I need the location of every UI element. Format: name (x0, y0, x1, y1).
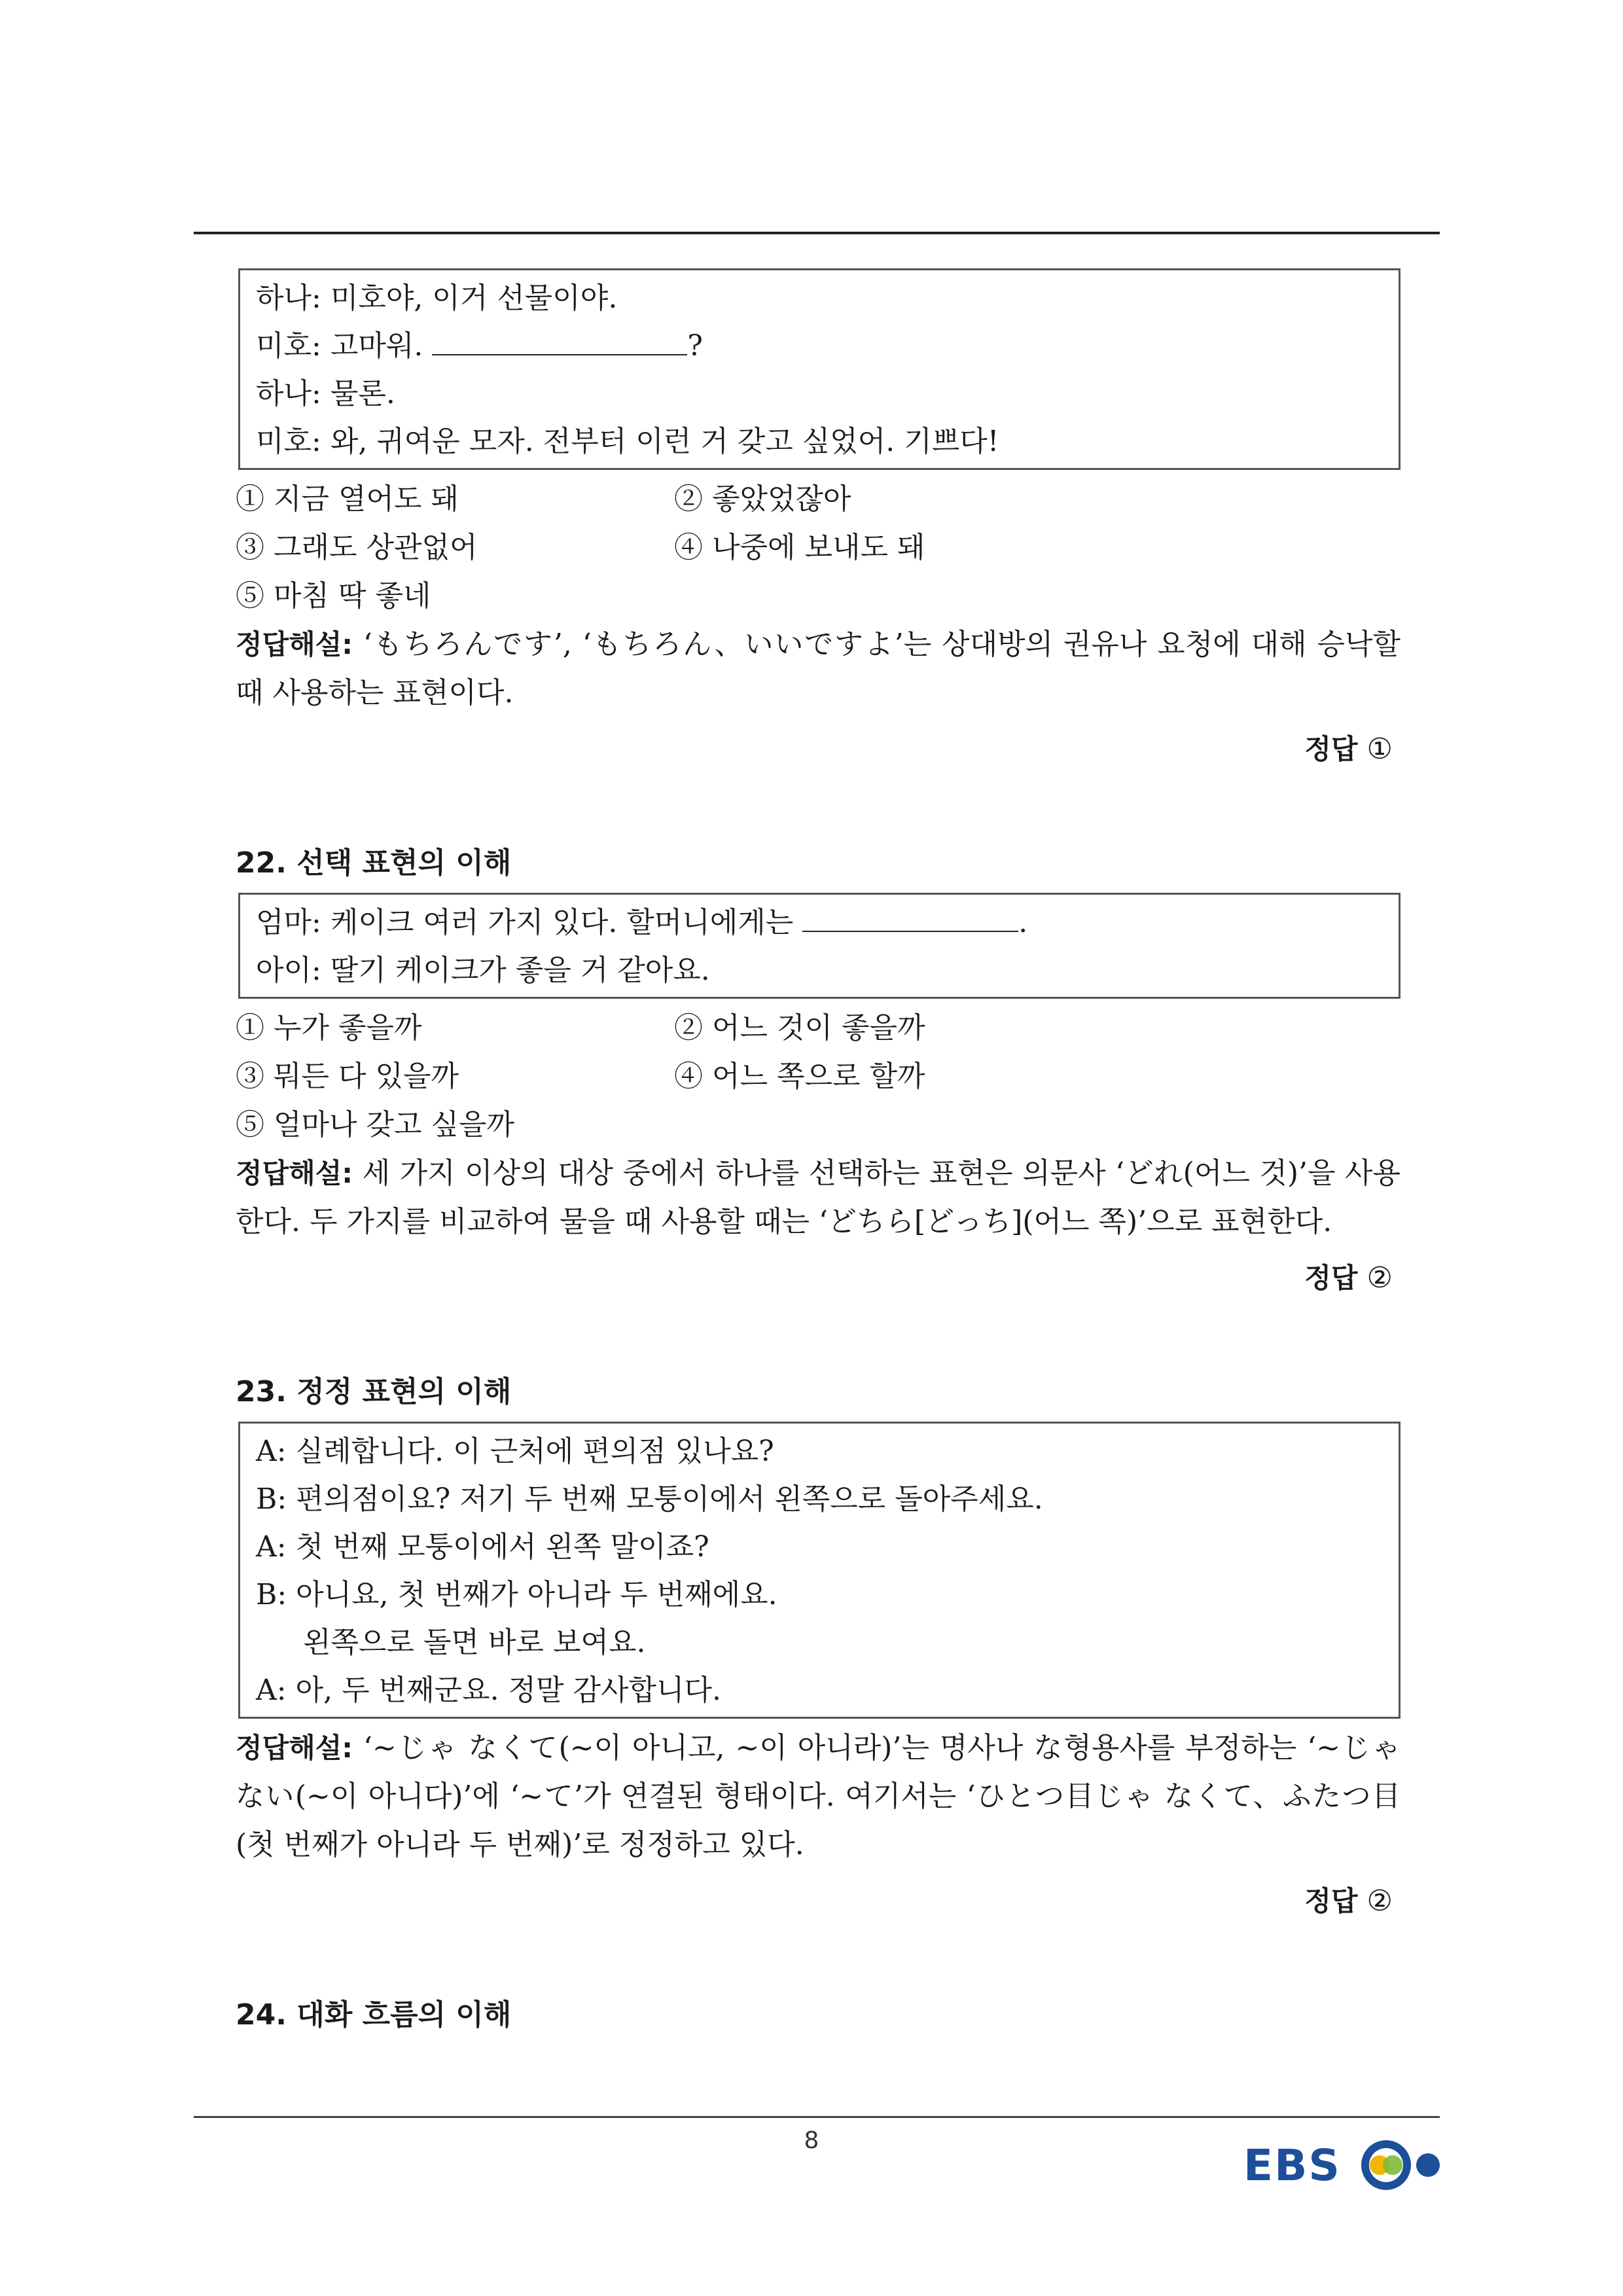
footer-rule (194, 2116, 1440, 2118)
dialogue-line: 미호: 고마워. ? (256, 322, 1383, 370)
q24-heading: 24. 대화 흐름의 이해 (236, 1998, 512, 2032)
choice-1[interactable]: ① 누가 좋을까 (236, 1011, 422, 1045)
choice-3[interactable]: ③ 그래도 상관없어 (236, 531, 478, 564)
q22-dialogue-box (238, 893, 1400, 999)
q23-dialogue-box (238, 1422, 1400, 1719)
choice-5[interactable]: ⑤ 얼마나 갖고 싶을까 (236, 1108, 514, 1141)
dialogue-line: 하나: 미호야, 이거 선물이야. (256, 281, 618, 315)
q21-answer: 정답 ① (1304, 732, 1393, 766)
q23-answer: 정답 ② (1304, 1884, 1393, 1918)
q21-explanation: 정답해설: ‘もちろんです’, ‘もちろん、いいですよ’는 상대방의 권유나 요청에 대해 승낙할 때 사용하는 표현이다. (236, 628, 1400, 709)
dialogue-line: A: 실례합니다. 이 근처에 편의점 있나요? (256, 1435, 774, 1468)
header-rule (194, 232, 1440, 234)
dialogue-line: 왼쪽으로 돌면 바로 보여요. (303, 1626, 646, 1659)
choice-2[interactable]: ② 좋았었잖아 (674, 482, 851, 516)
ebs-logo (1243, 2132, 1459, 2198)
q22-choices (236, 1004, 1400, 1149)
q21-choices (236, 475, 1400, 620)
dialogue-line: 아이: 딸기 케이크가 좋을 거 같아요. (256, 954, 710, 987)
dialogue-line: 엄마: 케이크 여러 가지 있다. 할머니에게는 . (256, 899, 1383, 946)
q23-heading: 23. 정정 표현의 이해 (236, 1375, 512, 1408)
answer-blank (802, 902, 1018, 932)
q22-explanation: 정답해설: 세 가지 이상의 대상 중에서 하나를 선택하는 표현은 의문사 ‘どれ(어느 것)’을 사용한다. 두 가지를 비교하여 물을 때 사용할 때는 ‘どちら[どっち](어느 쪽)’으로 표현한다. (236, 1157, 1400, 1238)
choice-4[interactable]: ④ 나중에 보내도 돼 (674, 531, 925, 564)
choice-4[interactable]: ④ 어느 쪽으로 할까 (674, 1060, 925, 1093)
q23-explanation: 정답해설: ‘~じゃ なくて(~이 아니고, ~이 아니라)’는 명사나 な형용사를 부정하는 ‘~じゃ ない(~이 아니다)’에 ‘~て’가 연결된 형태이다. 여기서는 ‘ひとつ目じゃ なくて、ふたつ目(첫 번째가 아니라 두 번째)’로 정정하고 있다. (236, 1731, 1400, 1861)
page-number: 8 (804, 2127, 819, 2154)
choice-5[interactable]: ⑤ 마침 딱 좋네 (236, 579, 431, 613)
q22-heading: 22. 선택 표현의 이해 (236, 846, 512, 880)
logo-circles-icon (1243, 2132, 1459, 2198)
dialogue-line: A: 아, 두 번째군요. 정말 감사합니다. (256, 1674, 722, 1707)
dialogue-line: B: 편의점이요? 저기 두 번째 모퉁이에서 왼쪽으로 돌아주세요. (256, 1482, 1043, 1516)
q22-answer: 정답 ② (1304, 1261, 1393, 1295)
dialogue-line: 하나: 물론. (256, 377, 395, 410)
choice-1[interactable]: ① 지금 열어도 돼 (236, 482, 459, 516)
page-content (236, 268, 1400, 2045)
choice-2[interactable]: ② 어느 것이 좋을까 (674, 1011, 925, 1045)
dialogue-line: B: 아니요, 첫 번째가 아니라 두 번째에요. (256, 1578, 777, 1611)
q21-dialogue-box (238, 268, 1400, 470)
dialogue-line: 미호: 와, 귀여운 모자. 전부터 이런 거 갖고 싶었어. 기쁘다! (256, 425, 999, 458)
choice-3[interactable]: ③ 뭐든 다 있을까 (236, 1060, 459, 1093)
logo-text: EBS (1243, 2140, 1341, 2191)
answer-blank (432, 325, 687, 355)
dialogue-line: A: 첫 번째 모퉁이에서 왼쪽 말이죠? (256, 1530, 709, 1564)
